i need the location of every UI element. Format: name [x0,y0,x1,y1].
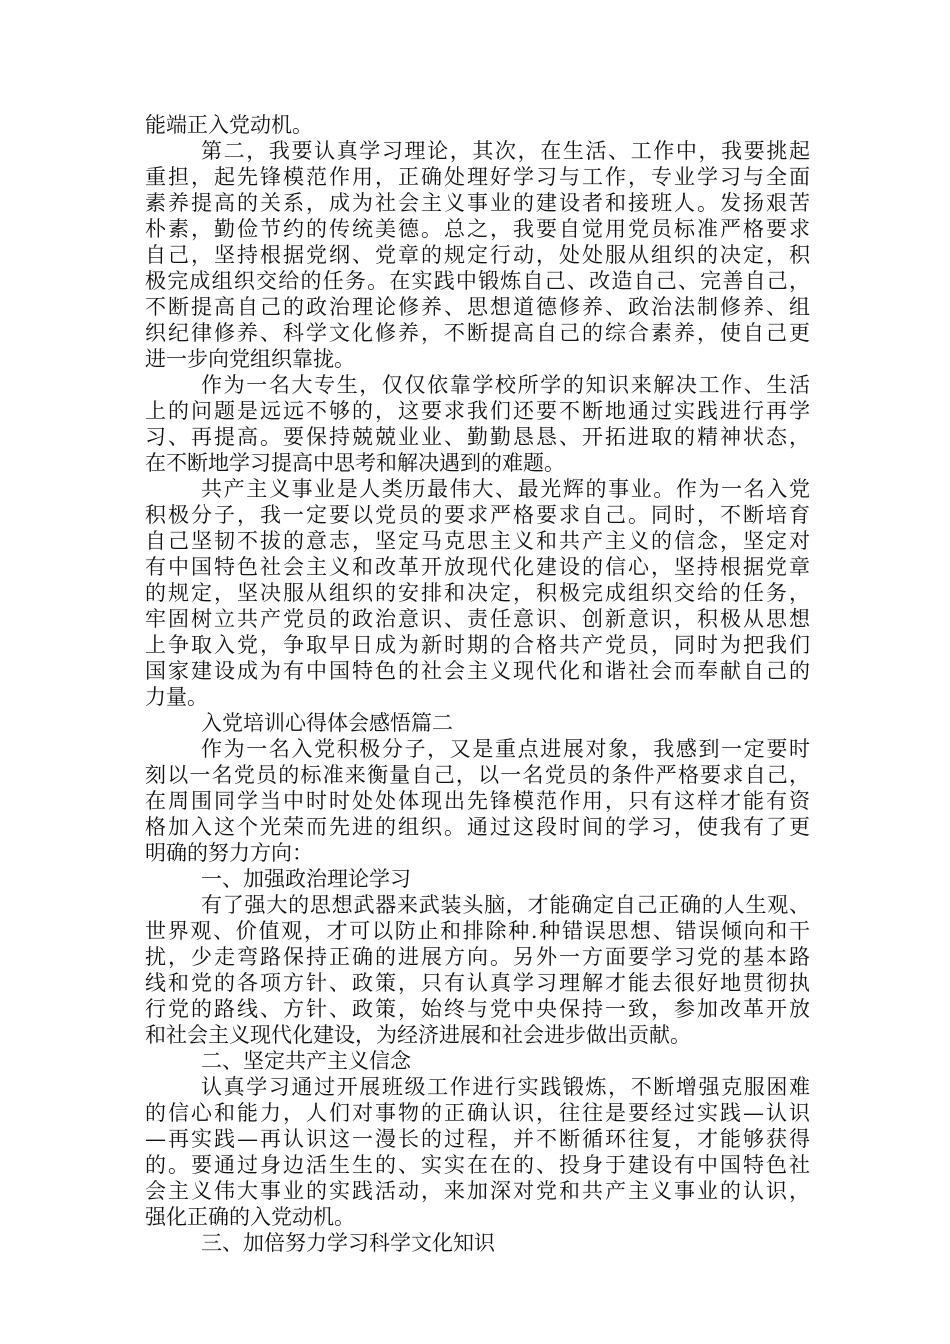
text-line: 二、坚定共产主义信念 [201,1049,411,1073]
text-line: 习、再提高。要保持兢兢业业、勤勤恳恳、开拓进取的精神状态， [145,425,810,449]
text-line: 重担，起先锋模范作用，正确处理好学习与工作，专业学习与全面 [145,165,810,189]
document-body [145,112,810,1256]
text-line: 刻以一名党员的标准来衡量自己，以一名党员的条件严格要求自己， [145,763,810,787]
text-line: 自己，坚持根据党纲、党章的规定行动，处处服从组织的决定，积 [145,243,810,267]
text-line: 线和党的各项方针、政策，只有认真学习理解才能去很好地贯彻执 [145,971,810,995]
text-line: 极完成组织交给的任务。在实践中锻炼自己、改造自己、完善自己， [145,269,810,293]
text-line: 格加入这个光荣而先进的组织。通过这段时间的学习，使我有了更 [145,815,810,839]
text-line: 有中国特色社会主义和改革开放现代化建设的信心，坚持根据党章 [145,555,810,579]
text-line: 素养提高的关系，成为社会主义事业的建设者和接班人。发扬艰苦 [145,191,810,215]
text-line: 朴素，勤俭节约的传统美德。总之，我要自觉用党员标准严格要求 [145,217,810,241]
text-line: 认真学习通过开展班级工作进行实践锻炼，不断增强克服困难 [201,1075,810,1099]
text-line: 国家建设成为有中国特色的社会主义现代化和谐社会而奉献自己的 [145,659,810,683]
text-line: —再实践—再认识这一漫长的过程，并不断循环往复，才能够获得 [145,1127,810,1151]
text-line: 织纪律修养、科学文化修养，不断提高自己的综合素养，使自己更 [145,321,810,345]
text-line: 上的问题是远远不够的，这要求我们还要不断地通过实践进行再学 [145,399,810,423]
text-line: 在不断地学习提高中思考和解决遇到的难题。 [145,451,565,475]
text-line: 作为一名大专生，仅仅依靠学校所学的知识来解决工作、生活 [201,373,810,397]
text-line: 世界观、价值观，才可以防止和排除种.种错误思想、错误倾向和干 [145,919,810,943]
text-line: 明确的努力方向： [145,841,313,865]
text-line: 上争取入党，争取早日成为新时期的合格共产党员，同时为把我们 [145,633,810,657]
text-line: 入党培训心得体会感悟篇二 [201,711,453,735]
text-line: 一、加强政治理论学习 [201,867,411,891]
text-line: 在周围同学当中时时处处体现出先锋模范作用，只有这样才能有资 [145,789,810,813]
text-line: 第二，我要认真学习理论，其次，在生活、工作中，我要挑起 [201,139,810,163]
text-line: 的规定，坚决服从组织的安排和决定，积极完成组织交给的任务， [145,581,810,605]
text-line: 的。要通过身边活生生的、实实在在的、投身于建设有中国特色社 [145,1153,810,1177]
text-line: 强化正确的入党动机。 [145,1205,355,1229]
text-line: 三、加倍努力学习科学文化知识 [201,1231,495,1255]
text-line: 能端正入党动机。 [145,113,313,137]
text-line: 和社会主义现代化建设，为经济进展和社会进步做出贡献。 [145,1023,691,1047]
text-line: 积极分子，我一定要以党员的要求严格要求自己。同时，不断培育 [145,503,810,527]
text-line: 不断提高自己的政治理论修养、思想道德修养、政治法制修养、组 [145,295,810,319]
text-line: 会主义伟大事业的实践活动，来加深对党和共产主义事业的认识， [145,1179,810,1203]
text-line: 牢固树立共产党员的政治意识、责任意识、创新意识，积极从思想 [145,607,810,631]
text-line: 的信心和能力，人们对事物的正确认识，往往是要经过实践—认识 [145,1101,810,1125]
text-line: 自己坚韧不拔的意志，坚定马克思主义和共产主义的信念，坚定对 [145,529,810,553]
text-line: 行党的路线、方针、政策，始终与党中央保持一致，参加改革开放 [145,997,810,1021]
text-line: 扰，少走弯路保持正确的进展方向。另外一方面要学习党的基本路 [145,945,810,969]
text-line: 作为一名入党积极分子，又是重点进展对象，我感到一定要时 [201,737,810,761]
text-line: 有了强大的思想武器来武装头脑，才能确定自己正确的人生观、 [201,893,810,917]
text-line: 力量。 [145,685,208,709]
text-line: 共产主义事业是人类历最伟大、最光辉的事业。作为一名入党 [201,477,810,501]
text-line: 进一步向党组织靠拢。 [145,347,355,371]
